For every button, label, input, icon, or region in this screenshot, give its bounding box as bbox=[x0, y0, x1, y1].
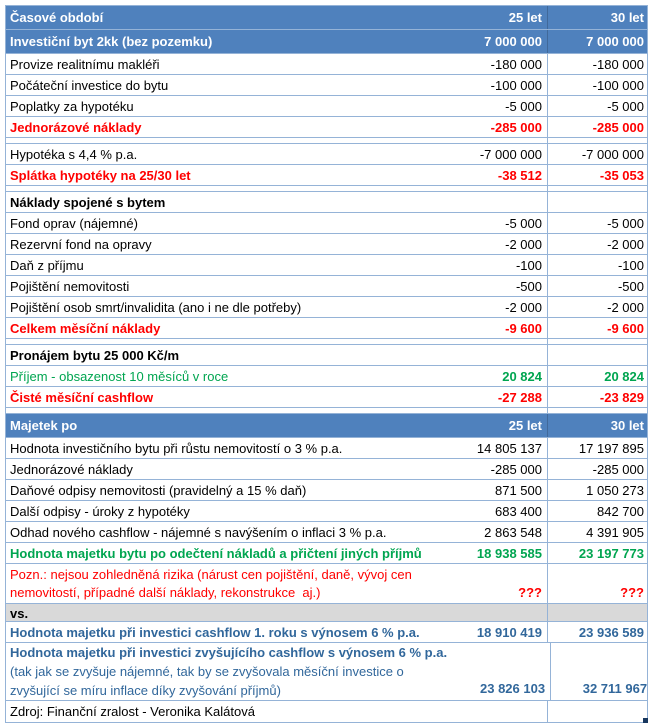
value-25let: 25 let bbox=[508, 10, 542, 25]
table-row bbox=[6, 701, 647, 722]
value-30let bbox=[547, 345, 647, 365]
row-label-line: Další odpisy - úroky z hypotéky bbox=[10, 503, 190, 519]
row-label bbox=[6, 6, 444, 29]
value-25let: 7 000 000 bbox=[484, 34, 542, 49]
value-25let: 25 let bbox=[508, 418, 542, 433]
row-label bbox=[6, 408, 444, 413]
table-row bbox=[6, 543, 647, 564]
value-30let: 23 936 589 bbox=[547, 622, 647, 642]
row-label-line: Pojištění osob smrt/invalidita (ano i ne dle potřeby) bbox=[10, 299, 302, 315]
row-label bbox=[6, 30, 444, 53]
row-label-line: Počáteční investice do bytu bbox=[10, 77, 169, 93]
row-label-line: nemovitostí, případné další náklady, rekonstrukce aj.) bbox=[10, 584, 321, 600]
row-label-line: Hodnota majetku bytu po odečtení nákladů a přičtení jiných příjmů bbox=[10, 545, 422, 561]
row-label bbox=[6, 366, 444, 386]
row-label bbox=[6, 54, 444, 74]
value-30let: -500 bbox=[547, 276, 647, 296]
table-row bbox=[6, 501, 647, 522]
row-label bbox=[6, 234, 444, 254]
value-30let: -285 000 bbox=[547, 117, 647, 137]
value-30let: 1 050 273 bbox=[547, 480, 647, 500]
table-row bbox=[6, 480, 647, 501]
row-label-line: Pojištění nemovitosti bbox=[10, 278, 130, 294]
value-25let: 14 805 137 bbox=[476, 440, 542, 456]
value-30let: -2 000 bbox=[547, 297, 647, 317]
value-25let bbox=[444, 604, 547, 623]
table-row bbox=[6, 276, 647, 297]
row-label-line: Časové období bbox=[10, 10, 104, 25]
value-25let: -500 bbox=[515, 278, 542, 294]
row-label bbox=[6, 622, 444, 642]
row-label bbox=[6, 213, 444, 233]
table-row bbox=[6, 643, 647, 701]
row-label-line: Náklady spojené s bytem bbox=[10, 194, 166, 210]
value-25let: ??? bbox=[518, 585, 542, 600]
table-row bbox=[6, 318, 647, 339]
row-label-line: Pozn.: nejsou zohledněná rizika (nárust cen pojištění, daně, vývoj cen bbox=[10, 566, 412, 582]
value-30let: 842 700 bbox=[547, 501, 647, 521]
row-label-line: vs. bbox=[10, 606, 29, 621]
value-30let bbox=[547, 138, 647, 143]
value-30let bbox=[547, 192, 647, 212]
table-row bbox=[6, 192, 647, 213]
table-row bbox=[6, 564, 647, 604]
value-30let bbox=[547, 408, 647, 413]
row-label bbox=[6, 522, 444, 542]
value-30let: -35 053 bbox=[547, 165, 647, 185]
row-label-line: Fond oprav (nájemné) bbox=[10, 215, 138, 231]
value-30let: 30 let bbox=[547, 414, 647, 437]
value-30let: -100 000 bbox=[547, 75, 647, 95]
value-25let bbox=[444, 138, 547, 143]
row-label bbox=[6, 339, 444, 344]
value-25let bbox=[444, 701, 547, 722]
row-label bbox=[6, 414, 444, 437]
row-label-line: Hodnota majetku při investici zvyšujícího cashflow s výnosem 6 % p.a. bbox=[10, 645, 448, 660]
table-row bbox=[6, 213, 647, 234]
table-row bbox=[6, 438, 647, 459]
row-label bbox=[6, 192, 444, 212]
table-row bbox=[6, 366, 647, 387]
row-label-line: Odhad nového cashflow - nájemné s navýšením o inflaci 3 % p.a. bbox=[10, 524, 387, 540]
value-30let: -23 829 bbox=[547, 387, 647, 407]
value-30let bbox=[547, 701, 647, 722]
value-30let: -5 000 bbox=[547, 96, 647, 116]
value-25let: 20 824 bbox=[502, 368, 542, 384]
value-25let: -2 000 bbox=[505, 299, 542, 315]
table-row bbox=[6, 96, 647, 117]
table-row bbox=[6, 234, 647, 255]
value-25let bbox=[444, 345, 547, 365]
value-25let: 683 400 bbox=[495, 503, 542, 519]
row-label bbox=[6, 438, 444, 458]
row-label bbox=[6, 75, 444, 95]
table-row bbox=[6, 6, 647, 30]
row-label bbox=[6, 186, 444, 191]
value-30let: 7 000 000 bbox=[547, 30, 647, 53]
table-row bbox=[6, 459, 647, 480]
row-label bbox=[6, 564, 444, 603]
value-25let: -27 288 bbox=[497, 389, 542, 405]
row-label bbox=[6, 701, 444, 722]
row-label bbox=[6, 501, 444, 521]
row-label-line: (tak jak se zvyšuje nájemné, tak by se zvyšovala měsíční investice o bbox=[10, 664, 404, 679]
value-25let: -285 000 bbox=[490, 119, 542, 135]
table-row bbox=[6, 604, 647, 622]
row-label-line: Daň z příjmu bbox=[10, 257, 84, 273]
value-25let: 18 910 419 bbox=[476, 624, 542, 640]
value-25let: -9 600 bbox=[505, 320, 542, 336]
row-label-line: Zdroj: Finanční zralost - Veronika Kalátová bbox=[10, 704, 255, 719]
value-30let: -100 bbox=[547, 255, 647, 275]
row-label-line: Rezervní fond na opravy bbox=[10, 236, 152, 252]
row-label bbox=[6, 144, 444, 164]
value-25let bbox=[444, 408, 547, 413]
row-label-line: Celkem měsíční náklady bbox=[10, 320, 161, 336]
row-label bbox=[6, 165, 444, 185]
table-row bbox=[6, 345, 647, 366]
value-30let: -9 600 bbox=[547, 318, 647, 338]
value-25let: -7 000 000 bbox=[479, 146, 542, 162]
value-25let: -38 512 bbox=[497, 167, 542, 183]
table-row bbox=[6, 297, 647, 318]
row-label bbox=[6, 318, 444, 338]
row-label bbox=[6, 345, 444, 365]
row-label-line: Příjem - obsazenost 10 měsíců v roce bbox=[10, 368, 229, 384]
row-label bbox=[6, 643, 447, 700]
row-label-line: Investiční byt 2kk (bez pozemku) bbox=[10, 34, 213, 49]
value-30let: 30 let bbox=[547, 6, 647, 29]
table-row bbox=[6, 387, 647, 408]
value-30let: 17 197 895 bbox=[547, 438, 647, 458]
value-30let: -180 000 bbox=[547, 54, 647, 74]
value-25let: -285 000 bbox=[490, 461, 542, 477]
table-row bbox=[6, 165, 647, 186]
row-label bbox=[6, 480, 444, 500]
row-label-line: Hodnota majetku při investici cashflow 1. roku s výnosem 6 % p.a. bbox=[10, 624, 420, 640]
table-row bbox=[6, 117, 647, 138]
table-row bbox=[6, 144, 647, 165]
row-label-line: zvyšující se míru inflace díky zvyšování příjmů) bbox=[10, 683, 281, 698]
value-30let: 20 824 bbox=[547, 366, 647, 386]
table-row bbox=[6, 414, 647, 438]
value-25let: 2 863 548 bbox=[484, 524, 542, 540]
value-30let: 23 197 773 bbox=[547, 543, 647, 563]
value-30let: -2 000 bbox=[547, 234, 647, 254]
selection-corner-handle bbox=[643, 718, 648, 723]
value-25let bbox=[444, 186, 547, 191]
value-25let: 871 500 bbox=[495, 482, 542, 498]
row-label-line: Hodnota investičního bytu při růstu nemovitostí o 3 % p.a. bbox=[10, 440, 343, 456]
table-row bbox=[6, 30, 647, 54]
value-30let bbox=[547, 186, 647, 191]
value-30let bbox=[547, 604, 647, 623]
row-label bbox=[6, 96, 444, 116]
value-25let: 18 938 585 bbox=[476, 545, 542, 561]
row-label-line: Jednorázové náklady bbox=[10, 119, 142, 135]
row-label-line: Hypotéka s 4,4 % p.a. bbox=[10, 146, 138, 162]
row-label-line: Čisté měsíční cashflow bbox=[10, 389, 154, 405]
value-30let bbox=[547, 339, 647, 344]
value-25let bbox=[444, 192, 547, 212]
row-label-line: Daňové odpisy nemovitosti (pravidelný a 15 % daň) bbox=[10, 482, 307, 498]
investment-comparison-table bbox=[5, 5, 648, 723]
table-row bbox=[6, 255, 647, 276]
value-25let: -5 000 bbox=[505, 215, 542, 231]
table-row bbox=[6, 54, 647, 75]
row-label bbox=[6, 387, 444, 407]
row-label-line: Provize realitnímu makléři bbox=[10, 56, 160, 72]
value-30let: -285 000 bbox=[547, 459, 647, 479]
value-30let: 4 391 905 bbox=[547, 522, 647, 542]
value-30let: 32 711 967 bbox=[550, 643, 650, 700]
row-label-line: Poplatky za hypotéku bbox=[10, 98, 134, 114]
row-label bbox=[6, 138, 444, 143]
row-label-line: Majetek po bbox=[10, 418, 78, 433]
value-25let: -100 000 bbox=[490, 77, 542, 93]
value-25let: -5 000 bbox=[505, 98, 542, 114]
value-25let: -100 bbox=[515, 257, 542, 273]
row-label bbox=[6, 543, 444, 563]
row-label-line: Pronájem bytu 25 000 Kč/m bbox=[10, 347, 180, 363]
value-25let: -2 000 bbox=[505, 236, 542, 252]
value-25let bbox=[444, 339, 547, 344]
row-label bbox=[6, 276, 444, 296]
value-30let: -5 000 bbox=[547, 213, 647, 233]
table-row bbox=[6, 75, 647, 96]
table-row bbox=[6, 522, 647, 543]
value-25let: 23 826 103 bbox=[480, 681, 546, 696]
value-30let: -7 000 000 bbox=[547, 144, 647, 164]
row-label bbox=[6, 604, 444, 623]
value-25let: -180 000 bbox=[490, 56, 542, 72]
row-label bbox=[6, 459, 444, 479]
row-label-line: Jednorázové náklady bbox=[10, 461, 133, 477]
table-row bbox=[6, 622, 647, 643]
value-30let: ??? bbox=[547, 564, 647, 603]
row-label bbox=[6, 117, 444, 137]
row-label bbox=[6, 297, 444, 317]
row-label bbox=[6, 255, 444, 275]
row-label-line: Splátka hypotéky na 25/30 let bbox=[10, 167, 191, 183]
